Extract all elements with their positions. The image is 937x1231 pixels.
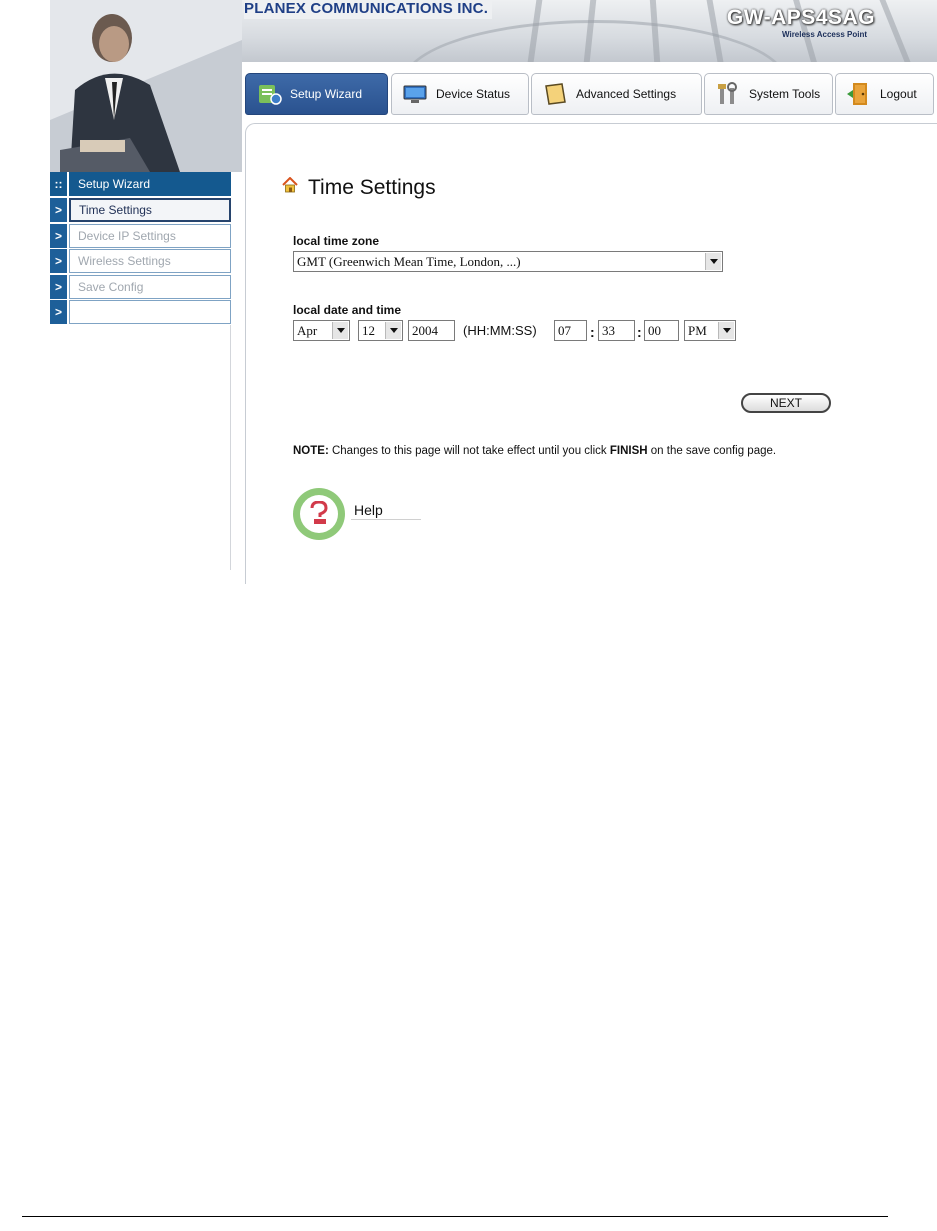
time-separator: : — [590, 324, 595, 340]
save-note — [293, 445, 776, 457]
sidebar-heading: :: Setup Wizard — [50, 172, 231, 196]
help-link[interactable]: Help — [351, 500, 421, 520]
sidebar-item-empty[interactable] — [50, 300, 231, 324]
home-icon — [282, 177, 298, 193]
monitor-icon — [402, 82, 428, 106]
tab-logout[interactable] — [835, 73, 934, 115]
year-input[interactable]: 2004 — [408, 320, 455, 341]
timezone-label: local time zone — [293, 234, 380, 248]
sidebar-item-label: Save Config — [69, 275, 231, 299]
day-select[interactable]: 12 — [358, 320, 403, 341]
grid-icon: :: — [50, 172, 67, 196]
note-suffix: on the save config page. — [650, 445, 777, 457]
sidebar-divider — [230, 325, 231, 570]
notebook-icon — [542, 82, 568, 106]
datetime-label: local date and time — [293, 303, 402, 317]
tab-label: System Tools — [749, 87, 821, 101]
chevron-down-icon — [332, 322, 348, 339]
chevron-down-icon — [718, 322, 734, 339]
ampm-select[interactable]: PM — [684, 320, 736, 341]
time-separator: : — [637, 324, 642, 340]
model-name: GW-APS4SAG — [726, 6, 875, 29]
second-input[interactable]: 00 — [644, 320, 679, 341]
chevron-down-icon — [385, 322, 401, 339]
header-banner — [242, 0, 937, 62]
timezone-select[interactable] — [293, 251, 723, 272]
tab-device-status[interactable] — [391, 73, 529, 115]
note-emphasis: FINISH — [609, 445, 648, 457]
timezone-value: GMT (Greenwich Mean Time, London, ...) — [297, 253, 521, 269]
tab-label: Advanced Settings — [576, 87, 677, 101]
sidebar-item-wireless-settings[interactable] — [50, 249, 231, 273]
chevron-right-icon: > — [50, 275, 67, 299]
page-footer-rule — [22, 1216, 888, 1217]
brand-name: PLANEX COMMUNICATIONS INC. — [244, 0, 492, 19]
hour-input[interactable]: 07 — [554, 320, 587, 341]
model-subtitle: Wireless Access Point — [781, 30, 867, 39]
chevron-right-icon: > — [50, 224, 67, 248]
tab-system-tools[interactable] — [704, 73, 833, 115]
note-prefix: NOTE: — [293, 445, 329, 457]
sidebar-item-label: Time Settings — [69, 198, 231, 222]
month-select[interactable]: Apr — [293, 320, 350, 341]
tab-label: Setup Wizard — [290, 87, 363, 101]
tab-advanced-settings[interactable] — [531, 73, 702, 115]
wizard-icon — [256, 82, 282, 106]
chevron-right-icon: > — [50, 300, 67, 324]
sidebar-item-time-settings[interactable] — [50, 198, 231, 222]
page-title: Time Settings — [308, 176, 436, 199]
sidebar-item-label — [69, 300, 231, 324]
minute-input[interactable]: 33 — [598, 320, 635, 341]
tab-setup-wizard[interactable] — [245, 73, 388, 115]
tools-icon — [715, 82, 741, 106]
sidebar-item-label: Device IP Settings — [69, 224, 231, 248]
time-format-label: (HH:MM:SS) — [463, 323, 537, 338]
tab-label: Device Status — [436, 87, 511, 101]
header-photo — [50, 0, 242, 172]
sidebar-item-save-config[interactable] — [50, 275, 231, 299]
chevron-right-icon: > — [50, 249, 67, 273]
sidebar-item-device-ip-settings[interactable] — [50, 224, 231, 248]
next-button[interactable]: NEXT — [741, 393, 831, 413]
help-icon[interactable] — [293, 488, 345, 540]
door-icon — [846, 82, 872, 106]
sidebar-item-label: Wireless Settings — [69, 249, 231, 273]
chevron-down-icon — [705, 253, 721, 270]
chevron-right-icon: > — [50, 198, 67, 222]
note-text: Changes to this page will not take effect until you click — [331, 445, 607, 457]
tab-label: Logout — [880, 87, 917, 101]
